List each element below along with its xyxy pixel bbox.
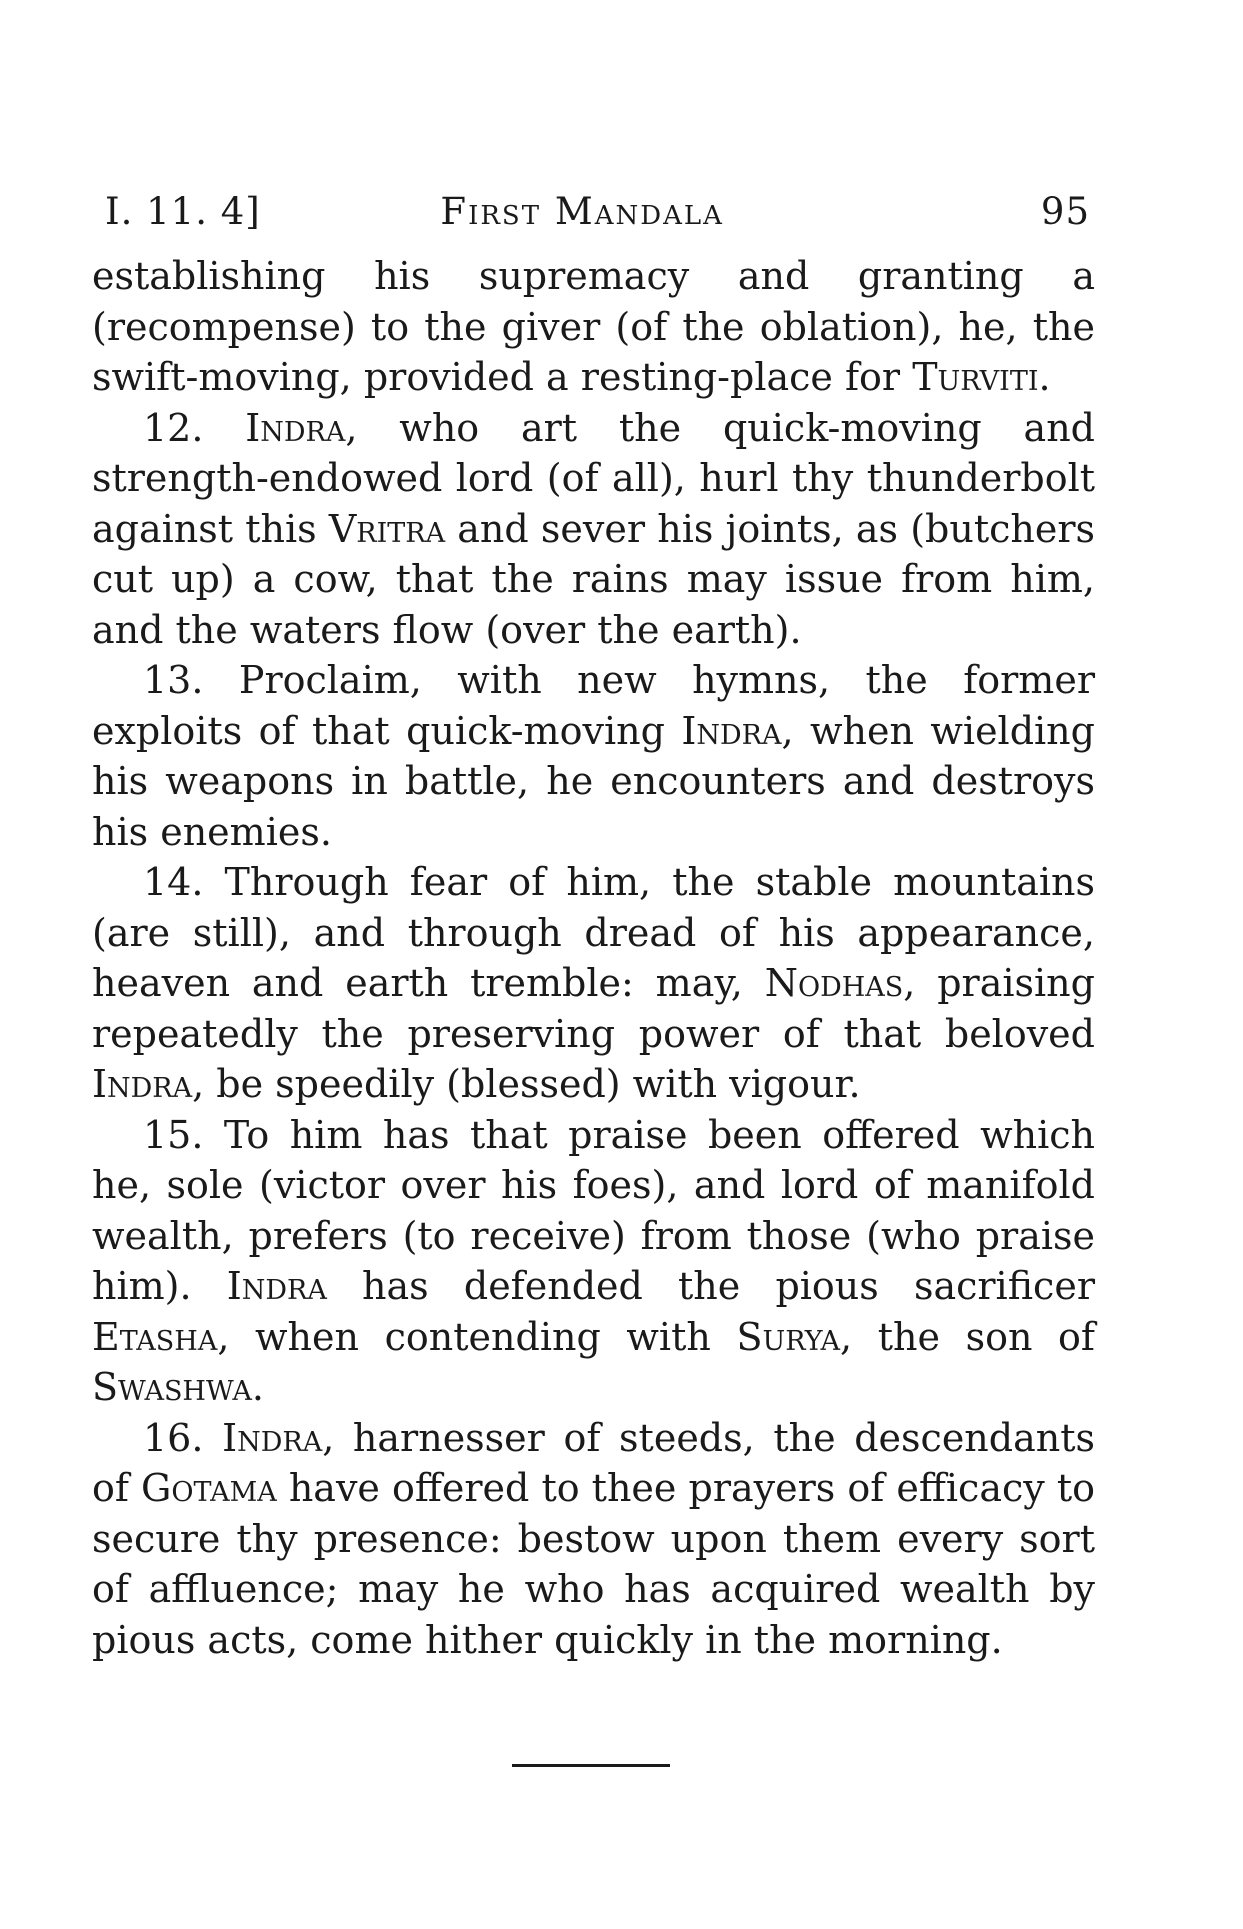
proper-name: Turviti — [912, 355, 1039, 399]
book-page — [92, 186, 1095, 1665]
running-title: First Mandala — [440, 190, 724, 233]
page-number: 95 — [1040, 190, 1090, 233]
proper-name: Indra — [222, 1415, 323, 1460]
text-run: . — [251, 1365, 264, 1409]
text-run: have offered to thee prayers of efficacy to secure thy presence: bestow upon them every sort of affluence; may he who has acquired wealth by pious acts, come hither quickly in the morning. — [92, 1466, 1095, 1662]
text-run: 16. — [143, 1415, 223, 1460]
text-run: , the son of — [839, 1314, 1095, 1359]
text-run: , praising repeatedly the preserving power of that beloved — [92, 961, 1095, 1056]
text-run: 12. — [143, 405, 246, 450]
continuation-paragraph — [92, 251, 1095, 403]
running-head — [92, 186, 1095, 238]
verse-reference: I. 11. 4] — [105, 190, 261, 233]
proper-name: Vritra — [328, 506, 446, 551]
text-run: 14. Through fear of him, the stable mountains (are still), and through dread of his appearance, heaven and earth tremble: may, — [92, 860, 1095, 1005]
text-run: 13. Proclaim, with new hymns, the former exploits of that quick-moving — [92, 658, 1095, 753]
text-run: . — [1038, 355, 1051, 399]
verse-paragraph — [92, 857, 1095, 1110]
text-run: , harnesser of steeds, the descendants of — [92, 1415, 1096, 1510]
text-run: and sever his joints, as (butchers cut up) a cow, that the rains may issue from him, and the waters flow (over the earth). — [92, 506, 1096, 652]
end-rule — [512, 1764, 670, 1767]
proper-name: Surya — [736, 1314, 840, 1359]
verse-paragraph — [92, 403, 1095, 656]
proper-name: Indra — [681, 708, 782, 753]
text-run: , who art the quick-moving and strength-endowed lord (of all), hurl thy thunderbolt against this — [92, 405, 1095, 551]
verse-paragraph — [92, 655, 1095, 857]
text-run: establishing his supremacy and granting a (recompense) to the giver (of the oblation), he, the swift-moving, provided a resting-place for — [92, 254, 1095, 399]
text-run: , when wielding his weapons in battle, he encounters and destroys his enemies. — [92, 708, 1095, 854]
text-run: , when contending with — [217, 1314, 737, 1359]
text-run: has defended the pious sacrificer — [326, 1264, 1095, 1308]
verse-paragraph — [92, 1413, 1095, 1666]
text-run: , be speedily (blessed) with vigour. — [192, 1062, 861, 1106]
verse-paragraph — [92, 1110, 1095, 1413]
proper-name: Indra — [92, 1062, 193, 1106]
text-run: 15. To him has that praise been offered which he, sole (victor over his foes), and lord of manifold wealth, prefers (to receive) from those (who praise him). — [92, 1112, 1095, 1308]
proper-name: Etasha — [92, 1314, 218, 1359]
proper-name: Indra — [226, 1264, 327, 1308]
proper-name: Swashwa — [92, 1365, 252, 1409]
proper-name: Nodhas — [764, 961, 904, 1005]
proper-name: Indra — [245, 405, 346, 450]
proper-name: Gotama — [141, 1466, 277, 1510]
body-text — [92, 251, 1095, 1665]
